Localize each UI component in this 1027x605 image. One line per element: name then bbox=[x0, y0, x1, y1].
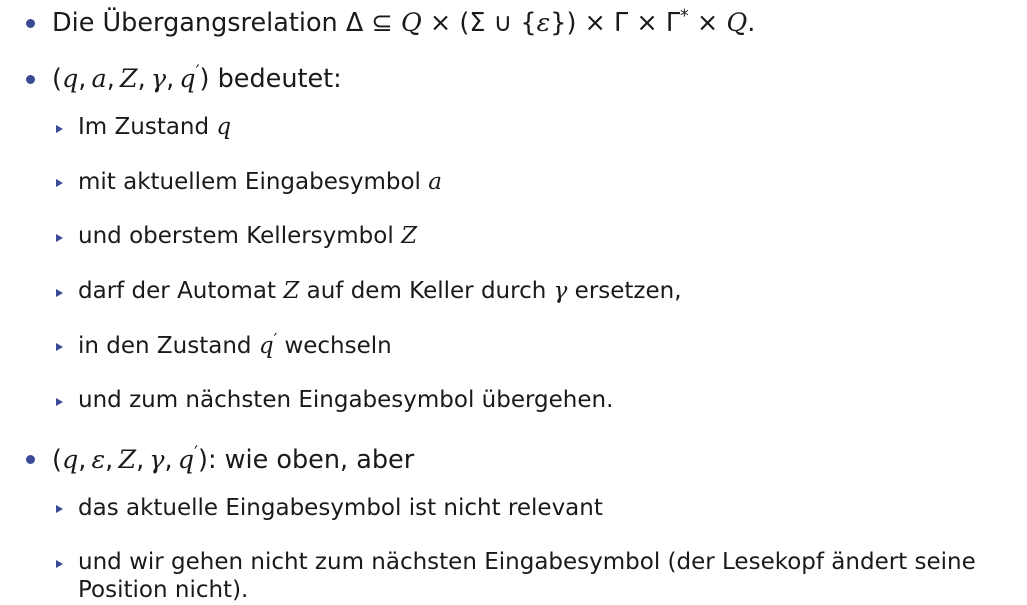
bullet-triangle-icon bbox=[56, 289, 63, 297]
list-item-switch-to-state-q-prime bbox=[52, 328, 1009, 361]
list-item-transition-relation bbox=[14, 6, 1009, 40]
list-item-replace-z-by-gamma bbox=[52, 278, 1009, 306]
sub-bullet-text: und oberstem Kellersymbol Z bbox=[78, 223, 418, 250]
sub-bullet-text: und zum nächsten Eingabesymbol übergehen. bbox=[78, 387, 614, 414]
spacer bbox=[14, 96, 1009, 114]
list-item-advance-input bbox=[52, 387, 1009, 415]
list-item-head-does-not-move bbox=[52, 549, 1009, 604]
spacer bbox=[52, 306, 1009, 333]
bullet-triangle-icon bbox=[56, 234, 63, 242]
list-item-input-irrelevant bbox=[52, 495, 1009, 523]
bullet-dot-icon bbox=[26, 455, 35, 464]
spacer bbox=[52, 142, 1009, 169]
bullet-triangle-icon bbox=[56, 179, 63, 187]
bullet-triangle-icon bbox=[56, 560, 63, 568]
bullet-text: Die Übergangsrelation Δ ⊆ Q × (Σ ∪ {ε}) × Γ × Γ* × Q. bbox=[52, 6, 756, 38]
spacer bbox=[52, 522, 1009, 549]
sub-bullet-text: das aktuelle Eingabesymbol ist nicht relevant bbox=[78, 494, 603, 521]
bullet-text: (q, a, Z, γ, q′) bedeutet: bbox=[52, 62, 342, 95]
sub-bullet-text: Im Zustand q bbox=[78, 114, 232, 141]
sub-bullet-text: in den Zustand q′ wechseln bbox=[78, 328, 392, 359]
bullet-triangle-icon bbox=[56, 343, 63, 351]
list-item-epsilon-tuple bbox=[14, 443, 1009, 477]
spacer bbox=[52, 251, 1009, 278]
sub-bullet-text: und wir gehen nicht zum nächsten Eingabesymbol (der Lesekopf ändert seine Position nicht). bbox=[78, 549, 976, 603]
list-item-top-stack-symbol-z bbox=[52, 223, 1009, 251]
bullet-dot-icon bbox=[26, 19, 35, 28]
list-item-state-q bbox=[52, 114, 1009, 142]
bullet-list-level2-tuple bbox=[14, 114, 1009, 415]
list-item-tuple-meaning bbox=[14, 62, 1009, 96]
spacer bbox=[14, 40, 1009, 62]
bullet-triangle-icon bbox=[56, 125, 63, 133]
list-item-input-symbol-a bbox=[52, 169, 1009, 197]
bullet-triangle-icon bbox=[56, 398, 63, 406]
bullet-triangle-icon bbox=[56, 505, 63, 513]
spacer bbox=[52, 196, 1009, 223]
bullet-dot-icon bbox=[26, 75, 35, 84]
sub-bullet-text: mit aktuellem Eingabesymbol a bbox=[78, 168, 442, 195]
bullet-list-level2-epsilon bbox=[14, 495, 1009, 605]
spacer bbox=[14, 477, 1009, 495]
spacer bbox=[14, 415, 1009, 443]
bullet-text: (q, ε, Z, γ, q′): wie oben, aber bbox=[52, 443, 415, 475]
sub-bullet-text: darf der Automat Z auf dem Keller durch γ ersetzen, bbox=[78, 277, 682, 304]
spacer bbox=[52, 360, 1009, 387]
bullet-list-level1 bbox=[14, 6, 1009, 605]
